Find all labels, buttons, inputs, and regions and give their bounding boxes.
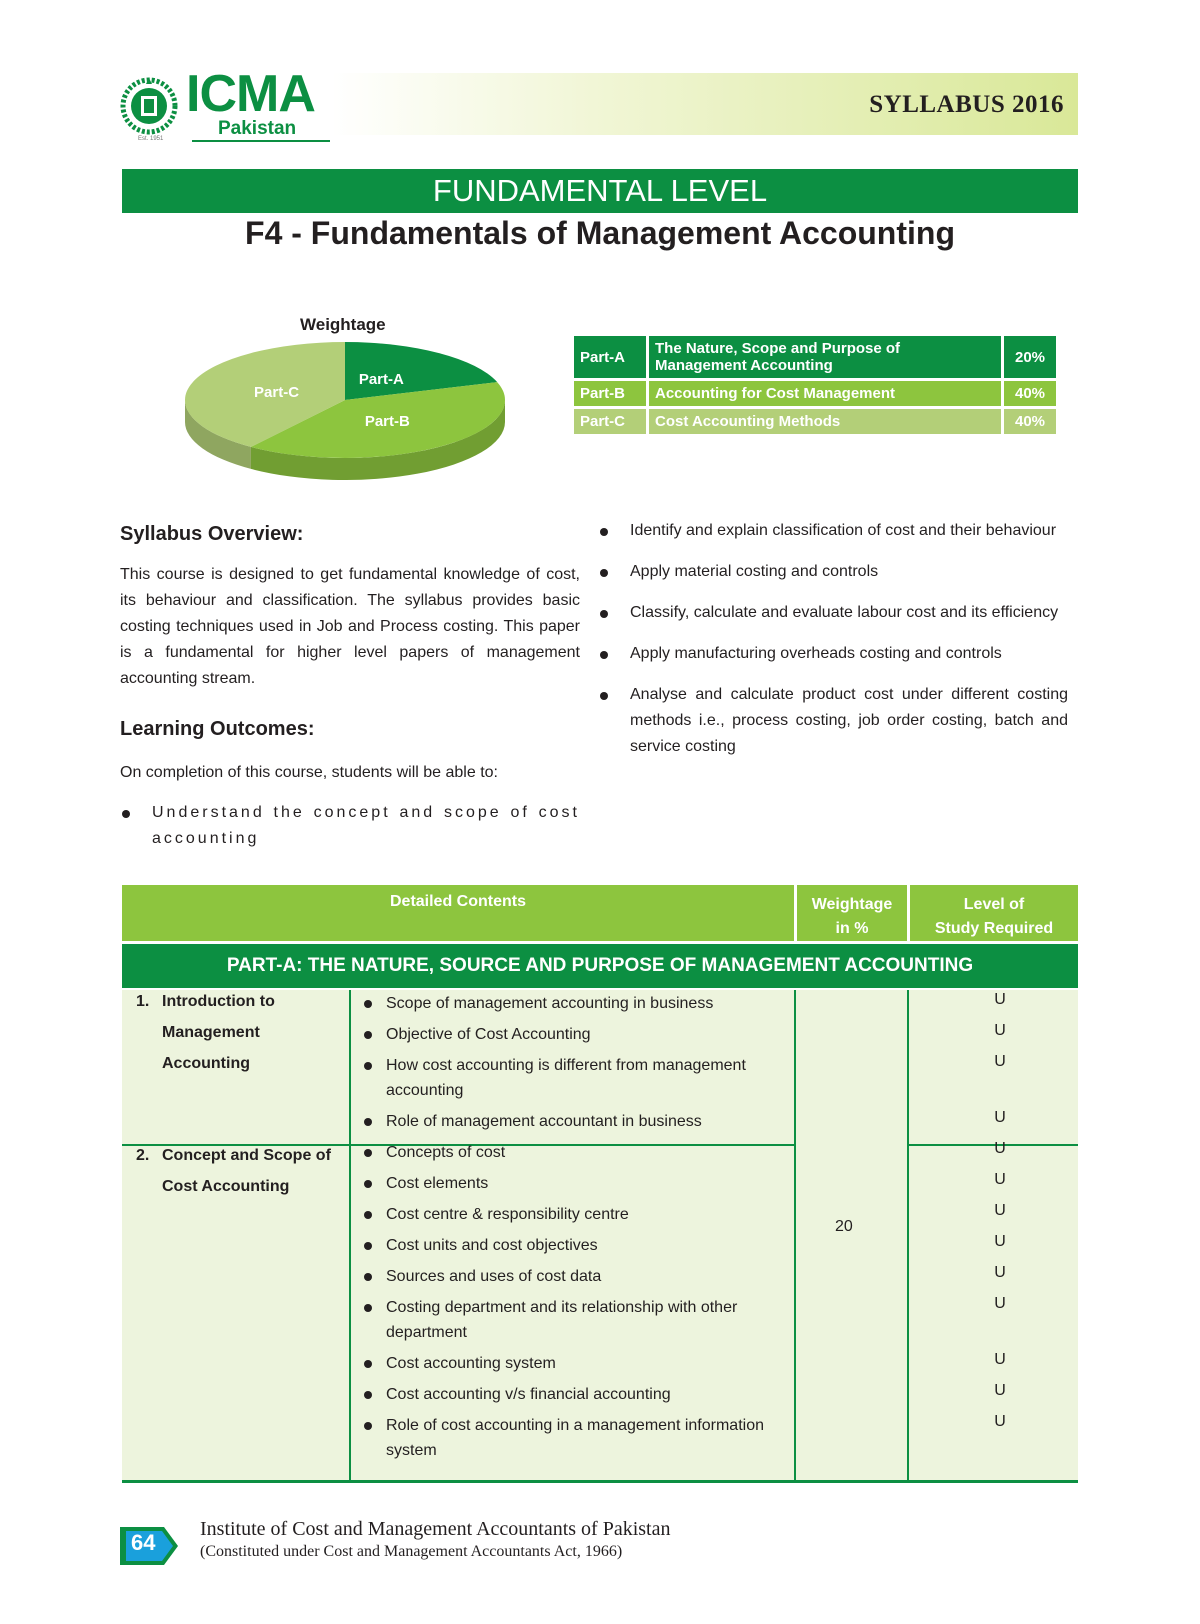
part-code: Part-B	[574, 381, 646, 406]
syllabus-label: SYLLABUS 2016	[869, 91, 1064, 118]
content-item: Role of management accountant in business	[360, 1109, 790, 1134]
level-value: U	[994, 1264, 1006, 1281]
level-value: U	[994, 1140, 1006, 1157]
part-a-banner: PART-A: THE NATURE, SOURCE AND PURPOSE OF MANAGEMENT ACCOUNTING	[122, 944, 1078, 988]
level-value: U	[994, 1295, 1006, 1312]
outcome-item: Apply manufacturing overheads costing and controls	[598, 641, 1068, 667]
level-value: U	[994, 1171, 1006, 1188]
outcomes-heading: Learning Outcomes:	[120, 718, 315, 740]
weightage-pie-chart	[175, 340, 515, 480]
weightage-row-part-a	[574, 336, 1056, 378]
col-detailed-contents: Detailed Contents	[389, 893, 526, 910]
col-level-of-study: Level of Study Required	[934, 896, 1054, 937]
level-value: U	[994, 1053, 1006, 1070]
content-item: Cost centre & responsibility centre	[360, 1202, 790, 1227]
logo-rule	[192, 140, 330, 142]
logo-subtitle: Pakistan	[218, 118, 297, 139]
level-value: U	[994, 1202, 1006, 1219]
part-percent: 40%	[1004, 381, 1056, 406]
outcomes-list-right	[598, 518, 1068, 775]
content-item: Scope of management accounting in business	[360, 991, 790, 1016]
chart-title: Weightage	[300, 315, 386, 334]
topic-1-title: 1. Introduction to Management Accounting	[136, 993, 275, 1072]
overview-heading: Syllabus Overview:	[120, 523, 304, 545]
course-title: F4 - Fundamentals of Management Accounting	[245, 215, 955, 251]
level-value: U	[994, 1109, 1006, 1126]
content-item: Sources and uses of cost data	[360, 1264, 790, 1289]
footer-act: (Constituted under Cost and Management Accountants Act, 1966)	[200, 1543, 623, 1560]
overview-text: This course is designed to get fundamental knowledge of cost, its behaviour and classification. The syllabus provides basic costing techniques used in Job and Process costing. This paper is a fundamental for higher level papers of management accounting stream.	[120, 566, 580, 687]
weightage-row-part-b	[574, 381, 1056, 406]
level-value: U	[994, 1382, 1006, 1399]
content-item: Cost accounting v/s financial accounting	[360, 1382, 790, 1407]
level-value: U	[994, 1022, 1006, 1039]
pie-label-part-a: Part-A	[358, 370, 404, 388]
outcome-item: Apply material costing and controls	[598, 559, 1068, 585]
weightage-table	[571, 333, 1059, 437]
part-percent: 20%	[1004, 336, 1056, 378]
level-value: U	[994, 1413, 1006, 1430]
content-item: Costing department and its relationship with other department	[360, 1295, 790, 1345]
content-item: Objective of Cost Accounting	[360, 1022, 790, 1047]
icma-logo	[120, 65, 330, 150]
topic-2-title: 2. Concept and Scope of Cost Accounting	[136, 1147, 331, 1195]
emblem-icon	[120, 76, 178, 138]
content-item: Cost elements	[360, 1171, 790, 1196]
part-topic: Accounting for Cost Management	[649, 381, 1001, 406]
contents-header	[122, 885, 1078, 941]
weightage-row-part-c	[574, 409, 1056, 434]
pie-label-part-b: Part-B	[364, 413, 410, 431]
part-topic: Cost Accounting Methods	[649, 409, 1001, 434]
level-value: U	[994, 1233, 1006, 1250]
outcome-item: Classify, calculate and evaluate labour cost and its efficiency	[598, 600, 1068, 626]
logo-text: ICMA	[186, 65, 315, 123]
content-item: How cost accounting is different from management accounting	[360, 1053, 790, 1103]
part-topic: The Nature, Scope and Purpose of Management Accounting	[649, 336, 1001, 378]
outcome-item: Identify and explain classification of cost and their behaviour	[598, 518, 1068, 544]
footer-institute: Institute of Cost and Management Accountants of Pakistan	[200, 1518, 671, 1540]
syllabus-band	[332, 73, 1078, 135]
part-code: Part-A	[574, 336, 646, 378]
part-a-weightage: 20	[835, 1218, 853, 1235]
outcome-item: Understand the concept and scope of cost accounting	[120, 800, 580, 852]
content-item: Concepts of cost	[360, 1140, 790, 1165]
level-banner: FUNDAMENTAL LEVEL	[122, 169, 1078, 213]
part-code: Part-C	[574, 409, 646, 434]
pie-label-part-c: Part-C	[254, 383, 300, 401]
outcome-item: Analyse and calculate product cost under different costing methods i.e., process costing, job order costing, batch and service costing	[598, 682, 1068, 760]
outcomes-list-left	[120, 800, 580, 867]
content-item: Role of cost accounting in a management information system	[360, 1413, 790, 1463]
level-value: U	[994, 991, 1006, 1008]
level-value: U	[994, 1351, 1006, 1368]
col-weightage: Weightage in %	[811, 896, 893, 937]
logo-year: Est. 1951	[138, 136, 164, 142]
content-item: Cost units and cost objectives	[360, 1233, 790, 1258]
outcomes-intro: On completion of this course, students will be able to:	[120, 764, 498, 781]
part-percent: 40%	[1004, 409, 1056, 434]
content-item: Cost accounting system	[360, 1351, 790, 1376]
page-number: 64	[131, 1530, 156, 1555]
